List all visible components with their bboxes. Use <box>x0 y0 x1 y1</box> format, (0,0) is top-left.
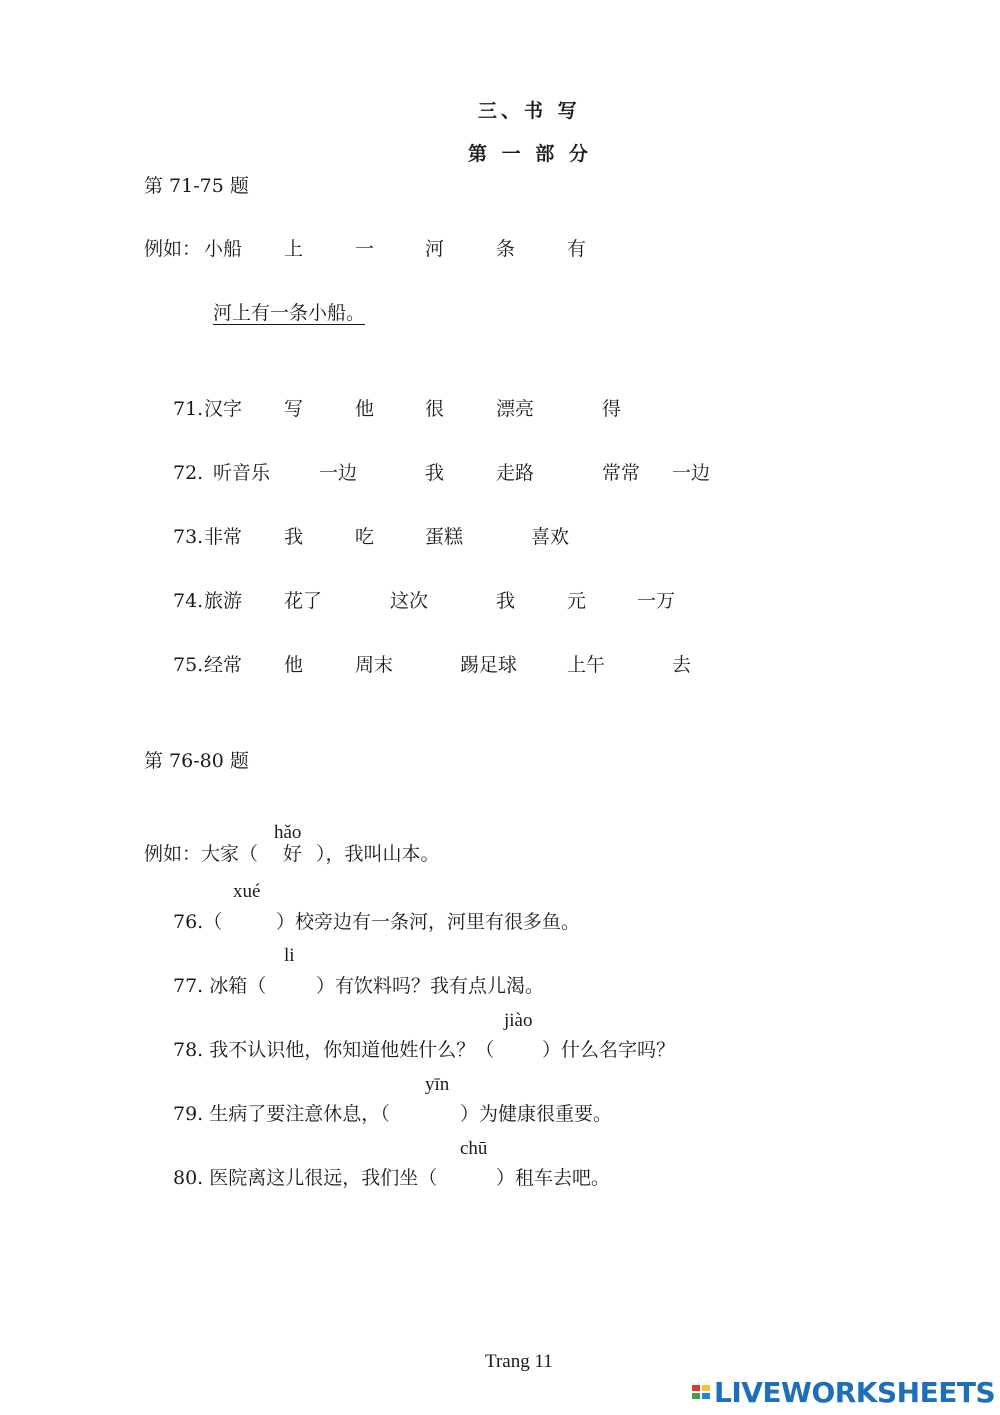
word-card[interactable]: 汉字 <box>204 398 243 420</box>
word-card: 小船 <box>204 238 243 260</box>
example-answer-char: 好 <box>283 843 303 865</box>
word-card[interactable]: 一边 <box>319 462 358 484</box>
pinyin-hint: chū <box>460 1138 488 1159</box>
word-card: 一 <box>355 238 375 260</box>
sentence-end: ）有饮料吗？我有点儿渴。 <box>316 975 545 997</box>
word-card[interactable]: 非常 <box>204 526 243 548</box>
word-card[interactable]: 这次 <box>390 590 429 612</box>
word-card[interactable]: 听音乐 <box>213 462 271 484</box>
word-card[interactable]: 写 <box>284 398 304 420</box>
word-card[interactable]: 上午 <box>567 654 606 676</box>
word-card[interactable]: 元 <box>567 590 587 612</box>
word-card[interactable]: 他 <box>355 398 375 420</box>
sentence-start: 77. 冰箱（ <box>173 975 267 997</box>
example-sentence-end: ），我叫山本。 <box>316 843 440 865</box>
word-card[interactable]: 吃 <box>355 526 375 548</box>
sentence-end: ）什么名字吗？ <box>542 1039 676 1061</box>
logo-block <box>702 1385 710 1391</box>
question-number: 75. <box>173 654 204 676</box>
answer-blank[interactable] <box>266 977 314 999</box>
word-card: 有 <box>567 238 587 260</box>
word-card[interactable]: 得 <box>602 398 622 420</box>
part-title: 第 一 部 分 <box>468 143 592 165</box>
answer-blank[interactable] <box>408 1105 458 1127</box>
logo-block <box>692 1393 700 1399</box>
pinyin-hint: yīn <box>425 1074 450 1095</box>
answer-blank[interactable] <box>228 913 272 935</box>
word-card[interactable]: 旅游 <box>204 590 243 612</box>
word-card: 条 <box>496 238 516 260</box>
question-number: 71. <box>173 398 204 420</box>
word-card[interactable]: 踢足球 <box>460 654 518 676</box>
word-card: 上 <box>284 238 304 260</box>
sentence-start: 79. 生病了要注意休息，（ <box>173 1103 390 1125</box>
group2-heading: 第 76-80 题 <box>144 750 249 772</box>
word-card[interactable]: 一万 <box>637 590 676 612</box>
word-card[interactable]: 常常 <box>602 462 641 484</box>
page-number: Trang 11 <box>485 1351 553 1372</box>
question-number: 72. <box>173 462 204 484</box>
word-card[interactable]: 我 <box>284 526 304 548</box>
word-card[interactable]: 去 <box>672 654 692 676</box>
word-card[interactable]: 蛋糕 <box>425 526 464 548</box>
group1-heading: 第 71-75 题 <box>144 175 249 197</box>
example-sentence-start: 例如：大家（ <box>144 843 259 865</box>
logo-block <box>702 1393 710 1399</box>
sentence-start: 80. 医院离这儿很远，我们坐（ <box>173 1167 438 1189</box>
pinyin-hint: li <box>284 945 295 966</box>
example-prefix: 例如： <box>144 238 202 260</box>
word-card[interactable]: 他 <box>284 654 304 676</box>
word-card[interactable]: 花了 <box>284 590 323 612</box>
answer-blank[interactable] <box>508 1041 538 1063</box>
pinyin-hint: hǎo <box>274 822 302 843</box>
word-card[interactable]: 周末 <box>355 654 394 676</box>
logo-mark-icon <box>692 1385 710 1399</box>
word-card[interactable]: 很 <box>425 398 445 420</box>
word-card[interactable]: 我 <box>425 462 445 484</box>
word-card[interactable]: 喜欢 <box>531 526 570 548</box>
sentence-end: ）为健康很重要。 <box>460 1103 613 1125</box>
word-card[interactable]: 我 <box>496 590 516 612</box>
word-card[interactable]: 一边 <box>672 462 711 484</box>
pinyin-hint: xué <box>233 881 261 902</box>
question-number: 73. <box>173 526 204 548</box>
question-number: 74. <box>173 590 204 612</box>
sentence-start: 78. 我不认识他，你知道他姓什么？（ <box>173 1039 495 1061</box>
section-title: 三、书 写 <box>478 100 581 122</box>
word-card[interactable]: 漂亮 <box>496 398 535 420</box>
example-answer: 河上有一条小船。 <box>213 302 366 324</box>
liveworksheets-logo <box>692 1376 995 1408</box>
sentence-start: 76.（ <box>173 911 223 933</box>
logo-text: LIVEWORKSHEETS <box>714 1375 996 1409</box>
word-card[interactable]: 走路 <box>496 462 535 484</box>
sentence-end: ）校旁边有一条河，河里有很多鱼。 <box>276 911 581 933</box>
word-card: 河 <box>425 238 445 260</box>
answer-blank[interactable] <box>446 1169 494 1191</box>
sentence-end: ）租车去吧。 <box>496 1167 611 1189</box>
pinyin-hint: jiào <box>504 1010 533 1031</box>
word-card[interactable]: 经常 <box>204 654 243 676</box>
logo-block <box>692 1385 700 1391</box>
